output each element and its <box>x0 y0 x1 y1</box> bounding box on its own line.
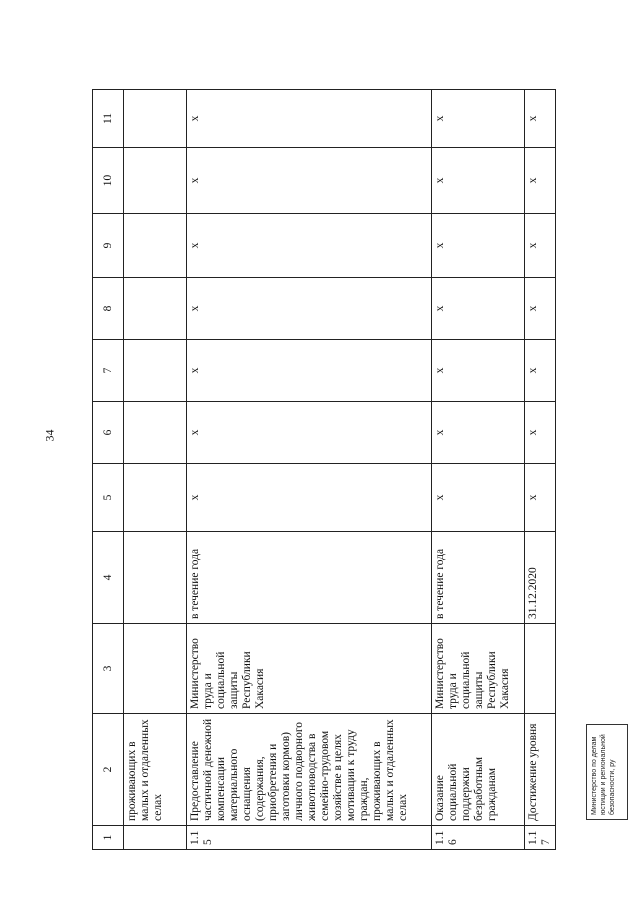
header-cell-1: 1 <box>93 826 124 850</box>
value-10 <box>124 148 187 214</box>
value-8: х <box>432 278 525 340</box>
value-10: х <box>432 148 525 214</box>
value-7: х <box>432 340 525 402</box>
value-11: х <box>432 90 525 148</box>
term: в течение года <box>432 532 525 624</box>
header-row <box>93 90 124 850</box>
stamp-line: безопасности, ру <box>609 759 616 815</box>
table-row <box>525 90 556 850</box>
row-number: 1.15 <box>187 826 432 850</box>
value-9 <box>124 214 187 278</box>
executor: Министерство труда и социальной защиты Республики Хакасия <box>432 624 525 714</box>
header-cell-2: 2 <box>93 714 124 826</box>
term <box>124 532 187 624</box>
row-number: 1.17 <box>525 826 556 850</box>
event-name: Оказание социальной поддержки безработным гражданам <box>432 714 525 826</box>
value-8: х <box>187 278 432 340</box>
value-10: х <box>187 148 432 214</box>
value-5 <box>124 464 187 532</box>
value-9: х <box>187 214 432 278</box>
value-9: х <box>525 214 556 278</box>
value-8: х <box>525 278 556 340</box>
value-11: х <box>187 90 432 148</box>
header-cell-3: 3 <box>93 624 124 714</box>
header-cell-9: 9 <box>93 214 124 278</box>
row-number <box>124 826 187 850</box>
value-5: х <box>432 464 525 532</box>
stamp-line: юстиции и региональной <box>600 734 607 815</box>
table-row <box>187 90 432 850</box>
header-cell-7: 7 <box>93 340 124 402</box>
executor <box>124 624 187 714</box>
value-6: х <box>432 402 525 464</box>
value-10: х <box>525 148 556 214</box>
rotated-table-container <box>92 90 552 850</box>
value-7: х <box>187 340 432 402</box>
row-number: 1.16 <box>432 826 525 850</box>
value-8 <box>124 278 187 340</box>
registration-stamp <box>586 724 628 820</box>
term: в течение года <box>187 532 432 624</box>
value-6: х <box>525 402 556 464</box>
value-6: х <box>187 402 432 464</box>
executor: Министерство труда и социальной защиты Республики Хакасия <box>187 624 432 714</box>
event-name: Предоставление частичной денежной компенсации материального оснащения (содержания, приобретения и заготовки кормов) личного подворного животноводства в семейно-трудовом хозяйстве в целях мотивации к труду граждан, проживающих в малых и отдаленных селах <box>187 714 432 826</box>
header-cell-5: 5 <box>93 464 124 532</box>
executor <box>525 624 556 714</box>
table-row <box>124 90 187 850</box>
event-name: Достижение уровня <box>525 714 556 826</box>
value-5: х <box>187 464 432 532</box>
header-cell-8: 8 <box>93 278 124 340</box>
page-number: 34 <box>42 429 57 442</box>
value-11: х <box>525 90 556 148</box>
term: 31.12.2020 <box>525 532 556 624</box>
value-6 <box>124 402 187 464</box>
value-9: х <box>432 214 525 278</box>
program-table <box>92 89 556 850</box>
event-name: проживающих в малых и отдаленных селах <box>124 714 187 826</box>
stamp-line: Министерство по делам <box>591 736 598 815</box>
header-cell-6: 6 <box>93 402 124 464</box>
value-7 <box>124 340 187 402</box>
header-cell-10: 10 <box>93 148 124 214</box>
header-cell-4: 4 <box>93 532 124 624</box>
value-11 <box>124 90 187 148</box>
value-5: х <box>525 464 556 532</box>
header-cell-11: 11 <box>93 90 124 148</box>
value-7: х <box>525 340 556 402</box>
table-row <box>432 90 525 850</box>
